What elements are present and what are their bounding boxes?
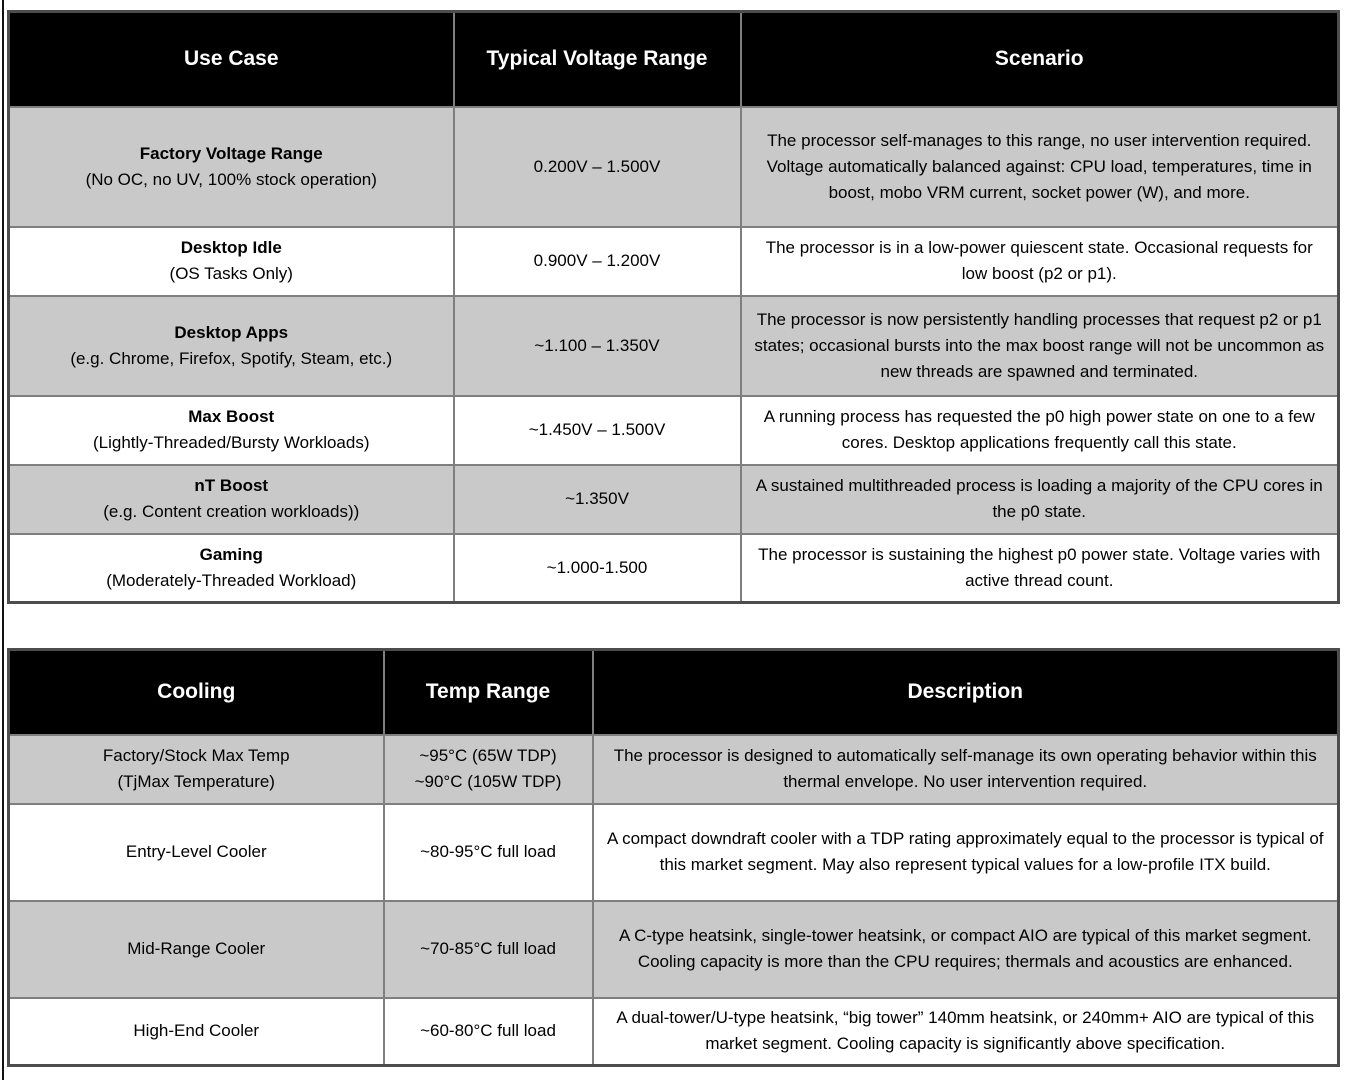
cooling-table <box>7 648 1340 1067</box>
table-row <box>9 534 1339 603</box>
table-row <box>9 296 1339 396</box>
table-row <box>9 901 1339 998</box>
table-row <box>9 396 1339 465</box>
cooling-cell: Entry-Level Cooler <box>9 804 384 901</box>
use-case-cell <box>9 227 454 296</box>
voltage-table-header-scenario: Scenario <box>741 12 1339 107</box>
use-case-title: Desktop Apps <box>174 322 289 342</box>
temp-range-cell: ~70-85°C full load <box>384 901 593 998</box>
use-case-subtitle: (Moderately-Threaded Workload) <box>106 570 357 590</box>
use-case-title: Gaming <box>199 544 263 564</box>
use-case-subtitle: (No OC, no UV, 100% stock operation) <box>85 169 377 189</box>
use-case-cell <box>9 396 454 465</box>
use-case-subtitle: (Lightly-Threaded/Bursty Workloads) <box>92 433 370 452</box>
table-row <box>9 998 1339 1066</box>
voltage-table-header-row <box>9 12 1339 107</box>
voltage-cell: 0.200V – 1.500V <box>454 107 741 227</box>
use-case-title: Max Boost <box>188 407 275 426</box>
use-case-title: Factory Voltage Range <box>139 143 323 163</box>
temp-range-line2: ~90°C (105W TDP) <box>414 772 562 791</box>
cooling-table-header-row <box>9 650 1339 735</box>
cooling-cell: Mid-Range Cooler <box>9 901 384 998</box>
cooling-title: Factory/Stock Max Temp <box>102 746 290 765</box>
use-case-subtitle: (OS Tasks Only) <box>169 264 293 283</box>
temp-range-line1: ~95°C (65W TDP) <box>419 746 557 765</box>
voltage-cell: ~1.100 – 1.350V <box>454 296 741 396</box>
description-cell: A C-type heatsink, single-tower heatsink, or compact AIO are typical of this market segment. Cooling capacity is more than the CPU requires; thermals and acoustics are enhanced. <box>593 901 1339 998</box>
table-row <box>9 465 1339 534</box>
voltage-cell: ~1.350V <box>454 465 741 534</box>
table-row <box>9 735 1339 804</box>
voltage-cell: 0.900V – 1.200V <box>454 227 741 296</box>
use-case-cell <box>9 465 454 534</box>
voltage-cell: ~1.450V – 1.500V <box>454 396 741 465</box>
page-edge-line <box>2 0 4 1080</box>
table-row <box>9 804 1339 901</box>
table-row <box>9 227 1339 296</box>
use-case-cell <box>9 107 454 227</box>
voltage-table-header-voltage-range: Typical Voltage Range <box>454 12 741 107</box>
use-case-cell <box>9 534 454 603</box>
scenario-cell: The processor is now persistently handling processes that request p2 or p1 states; occasional bursts into the max boost range will not be uncommon as new threads are spawned and terminated. <box>741 296 1339 396</box>
cooling-subtitle: (TjMax Temperature) <box>117 772 275 791</box>
description-cell: A dual-tower/U-type heatsink, “big tower” 140mm heatsink, or 240mm+ AIO are typical of this market segment. Cooling capacity is significantly above specification. <box>593 998 1339 1066</box>
description-cell: A compact downdraft cooler with a TDP rating approximately equal to the processor is typical of this market segment. May also represent typical values for a low-profile ITX build. <box>593 804 1339 901</box>
scenario-cell: The processor is sustaining the highest p0 power state. Voltage varies with active thread count. <box>741 534 1339 603</box>
cooling-table-header-temp-range: Temp Range <box>384 650 593 735</box>
cooling-cell <box>9 735 384 804</box>
scenario-cell: A sustained multithreaded process is loading a majority of the CPU cores in the p0 state. <box>741 465 1339 534</box>
temp-range-cell: ~60-80°C full load <box>384 998 593 1066</box>
cooling-table-header-description: Description <box>593 650 1339 735</box>
cooling-cell: High-End Cooler <box>9 998 384 1066</box>
temp-range-cell: ~80-95°C full load <box>384 804 593 901</box>
voltage-table <box>7 10 1340 604</box>
description-cell: The processor is designed to automatically self-manage its own operating behavior within this thermal envelope. No user intervention required. <box>593 735 1339 804</box>
scenario-cell: The processor self-manages to this range, no user intervention required. Voltage automatically balanced against: CPU load, temperatures, time in boost, mobo VRM current, socket power (W), and more. <box>741 107 1339 227</box>
temp-range-cell <box>384 735 593 804</box>
use-case-title: nT Boost <box>194 476 269 495</box>
table-row <box>9 107 1339 227</box>
use-case-subtitle: (e.g. Content creation workloads)) <box>103 502 360 521</box>
voltage-table-header-use-case: Use Case <box>9 12 454 107</box>
cooling-table-header-cooling: Cooling <box>9 650 384 735</box>
use-case-cell <box>9 296 454 396</box>
use-case-title: Desktop Idle <box>180 238 282 257</box>
scenario-cell: The processor is in a low-power quiescent state. Occasional requests for low boost (p2 or p1). <box>741 227 1339 296</box>
scenario-cell: A running process has requested the p0 high power state on one to a few cores. Desktop applications frequently call this state. <box>741 396 1339 465</box>
use-case-subtitle: (e.g. Chrome, Firefox, Spotify, Steam, etc.) <box>70 348 393 368</box>
voltage-cell: ~1.000-1.500 <box>454 534 741 603</box>
